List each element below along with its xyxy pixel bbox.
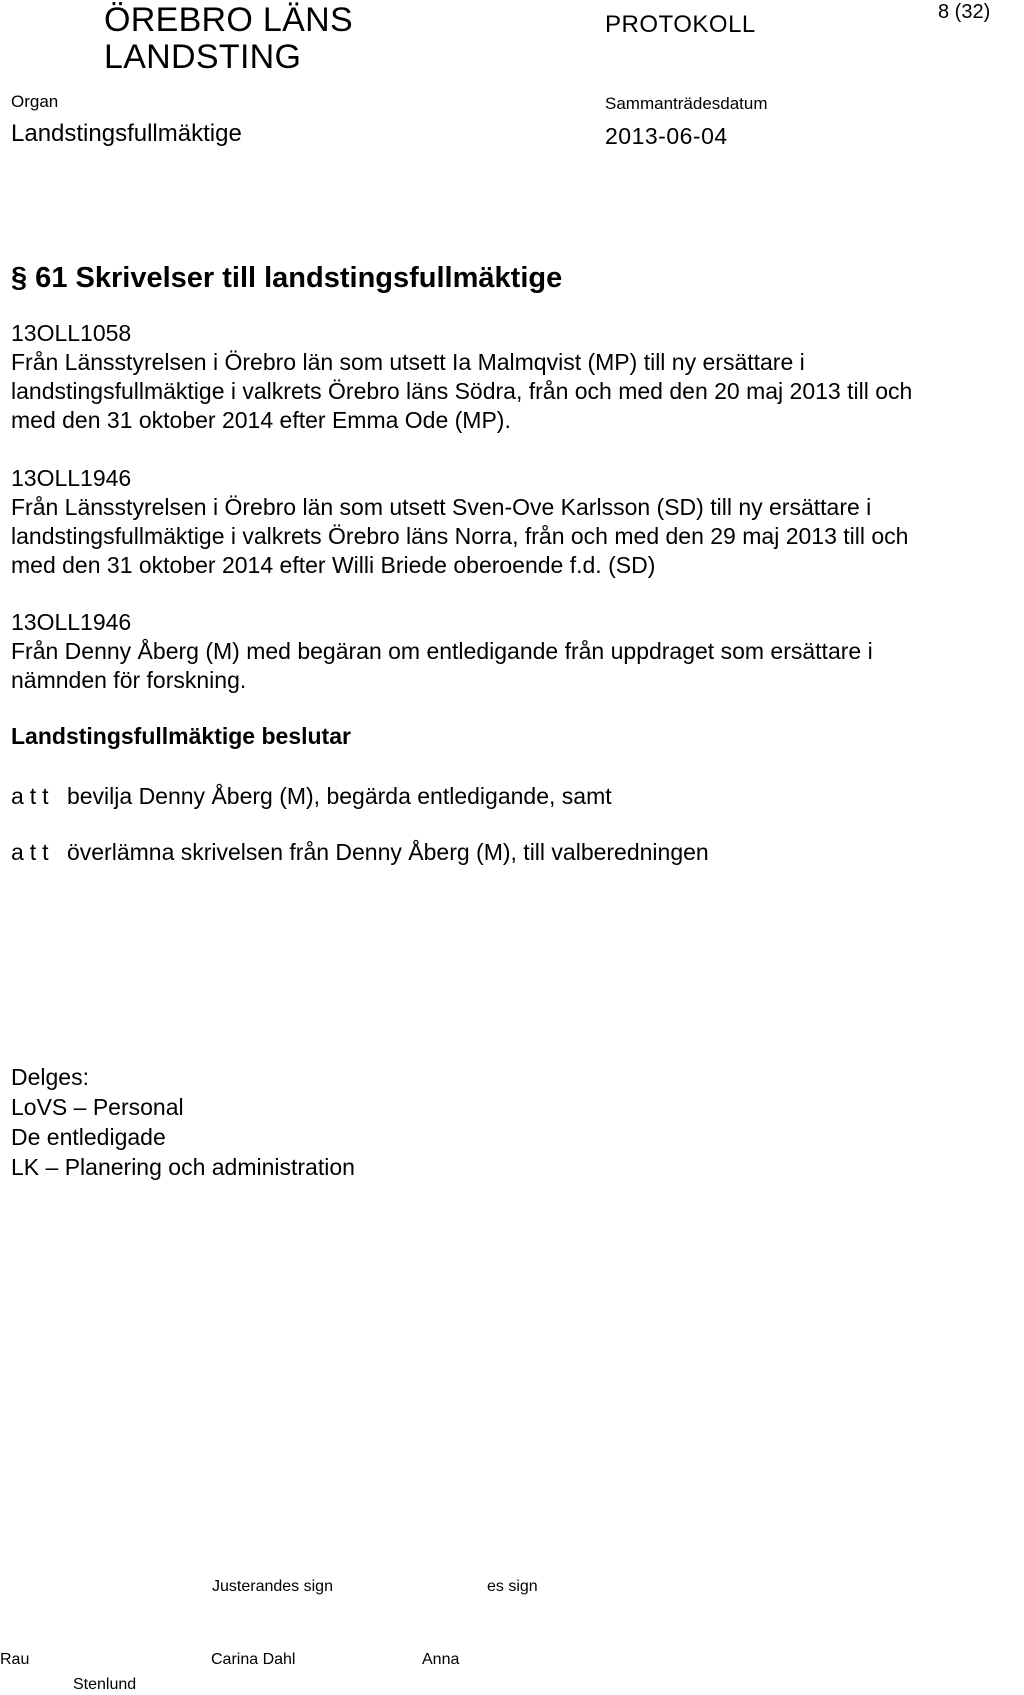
recipient-item: LK – Planering och administration [11, 1154, 355, 1180]
signer-name: Stenlund [73, 1676, 137, 1693]
organization-name-line1: ÖREBRO LÄNS [104, 1, 353, 39]
organ-label: Organ [11, 92, 59, 111]
recipients-label: Delges: [11, 1064, 89, 1090]
organization-name-line2: LANDSTING [104, 38, 302, 76]
letter-text-line: Från Denny Åberg (M) med begäran om entledigande från uppdraget som ersättare i [11, 638, 873, 664]
decision-text: överlämna skrivelsen från Denny Åberg (M), till valberedningen [66, 839, 709, 865]
letter-reference: 13OLL1946 [11, 465, 132, 491]
decision-item [11, 839, 709, 866]
letter-reference: 13OLL1946 [11, 609, 132, 635]
letter-reference: 13OLL1058 [11, 320, 132, 346]
letter-text-line: landstingsfullmäktige i valkrets Örebro läns Södra, från och med den 20 maj 2013 till och [11, 378, 913, 404]
letter-text-line: Från Länsstyrelsen i Örebro län som utsett Sven-Ove Karlsson (SD) till ny ersättare i [11, 494, 872, 520]
decision-item [11, 783, 612, 810]
signer-name: Carina Dahl [211, 1651, 296, 1668]
utdragsbestyrkandes-sign-label: es sign [487, 1578, 538, 1595]
page-number: 8 (32) [938, 1, 991, 23]
letter-text-line: landstingsfullmäktige i valkrets Örebro läns Norra, från och med den 29 maj 2013 till och [11, 523, 909, 549]
letter-text-line: nämnden för forskning. [11, 667, 247, 693]
organ-value: Landstingsfullmäktige [11, 120, 242, 147]
decision-heading: Landstingsfullmäktige beslutar [11, 723, 351, 749]
decision-prefix: att [11, 839, 55, 865]
organization-name [104, 2, 353, 76]
signer-name: Anna [422, 1651, 460, 1668]
meeting-date-label: Sammanträdesdatum [605, 94, 768, 113]
recipient-item: LoVS – Personal [11, 1094, 184, 1120]
justerandes-sign-label: Justerandes sign [212, 1578, 333, 1595]
recipients-block [11, 1062, 355, 1182]
letter-text-line: med den 31 oktober 2014 efter Willi Briede oberoende f.d. (SD) [11, 552, 656, 578]
recipient-item: De entledigade [11, 1124, 166, 1150]
meeting-date-value: 2013-06-04 [605, 123, 728, 149]
letter-item [11, 608, 1011, 695]
section-heading: § 61 Skrivelser till landstingsfullmäktige [11, 262, 563, 294]
letter-text-line: med den 31 oktober 2014 efter Emma Ode (MP). [11, 407, 511, 433]
decision-text: bevilja Denny Åberg (M), begärda entledigande, samt [66, 783, 612, 809]
letter-item [11, 464, 1011, 580]
document-type: PROTOKOLL [605, 11, 756, 38]
letter-text-line: Från Länsstyrelsen i Örebro län som utsett Ia Malmqvist (MP) till ny ersättare i [11, 349, 805, 375]
letter-item [11, 319, 1011, 435]
signer-name: Rau [0, 1651, 30, 1668]
decision-prefix: att [11, 783, 55, 809]
